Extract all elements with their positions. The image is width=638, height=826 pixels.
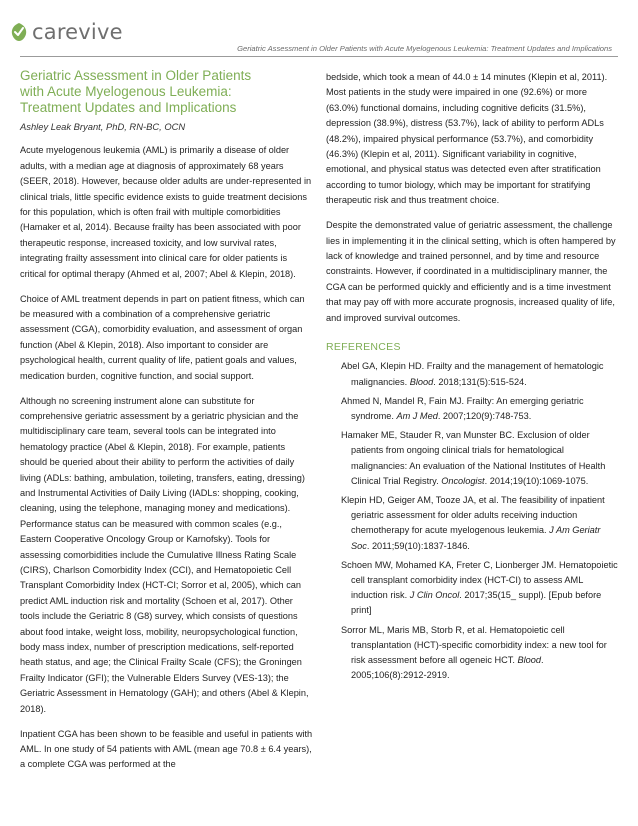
page-header <box>0 0 638 60</box>
reference-item: Sorror ML, Maris MB, Storb R, et al. Hematopoietic cell transplantation (HCT)-specific comorbidity index: a new tool for risk assessment before all ogeneic HCT. Blood. 2005;106(8):2912-2919. <box>341 624 607 681</box>
body-paragraph: Despite the demonstrated value of geriatric assessment, the challenge lies in implementing it in the clinical setting, which is often hampered by lack of knowledge and trained personnel, and by time and resource constraints. However, if coordinated in a multidisciplinary manner, the CGA can be performed quickly and efficiently and is a time investment that may pay off with more accurate prognosis, increased quality of life, and improved survival outcomes. <box>326 220 616 323</box>
article-author: Ashley Leak Bryant, PhD, RN-BC, OCN <box>20 121 186 132</box>
body-paragraph: Although no screening instrument alone can substitute for comprehensive geriatric assessment by a geriatric physician and the multidisciplinary care team, several tools can be integrated into hematology practice (Abel & Klepin, 2018). For example, patients should be queried about their ability to perform the activities of daily living (ADLs: bathing, ambulation, toileting, transfers, eating, dressing) and Instrumental Activities of Daily Living (IADLs: shopping, cooking, cleaning, using the telephone, managing money and medications). Performance status can be measured with common scales (e.g., Eastern Cooperative Oncology Group or Karnofsky). Tools for assessing comorbidities include the Cumulative Illness Rating Scale (CIRS), Charlson Comorbidity Index (CCI), and Hematopoietic Cell Transplant Comorbidity Index (HCT-CI; Sorror et al, 2005), which can predict AML induction risk and mortality (Schoen et al, 2017). Other tools include the Geriatric 8 (G8) survey, which consists of questions about food intake, weight loss, mobility, neuropsychological function, body mass index, number of prescription medications, self-reported heath status, and age; the Clinical Frailty Scale (CFS); the Groningen Frailty Indicator (GFI); the Vulnerable Elders Survey (VES-13); the Geriatric Assessment in Hematology (GAH); and others (Abel & Klepin, 2018). <box>20 395 309 714</box>
reference-item: Hamaker ME, Stauder R, van Munster BC. Exclusion of older patients from ongoing clinical trials for hematological malignancies: An evaluation of the National Institutes of Health Clinical Trial Registry. Oncologist. 2014;19(10):1069-1075. <box>341 430 606 486</box>
body-paragraph: Acute myelogenous leukemia (AML) is primarily a disease of older adults, with a median age at diagnosis of approximately 68 years (SEER, 2018). However, because older adults are under-represented in clinical trials, little specific evidence exists to guide treatment decisions for this population, which is often frail with multiple comorbidities (Hamaker et al, 2014). Because frailty has been associated with poor therapeutic response, increased toxicity, and low survival rates, integrating frailty assessment into clinical care for older patients is critical for optimal therapy (Ahmed et al, 2007; Abel & Klepin, 2018). <box>20 145 312 279</box>
reference-item: Schoen MW, Mohamed KA, Freter C, Lionberger JM. Hematopoietic cell transplant comorbidity index (HCT-CI) to assess AML induction risk. J Clin Oncol. 2017;35(15_ suppl). [Epub before print] <box>341 559 618 616</box>
journal-name: Am J Med <box>396 411 438 422</box>
title-line: with Acute Myelogenous Leukemia: <box>20 84 232 99</box>
reference-item: Abel GA, Klepin HD. Frailty and the management of hematologic malignancies. Blood. 2018;131(5):515-524. <box>341 361 604 387</box>
journal-name: Blood <box>409 376 434 387</box>
article-title <box>20 68 313 116</box>
left-column <box>20 68 313 782</box>
references-heading: REFERENCES <box>326 341 401 353</box>
title-line: Geriatric Assessment in Older Patients <box>20 68 252 83</box>
carevive-logo <box>10 20 123 44</box>
running-head: Geriatric Assessment in Older Patients with Acute Myelogenous Leukemia: Treatment Updates and Implications <box>237 44 612 53</box>
references-list <box>326 359 620 683</box>
journal-name: J Am Geriatr Soc <box>351 525 601 551</box>
journal-name: Oncologist <box>441 475 485 486</box>
journal-name: J Clin Oncol <box>409 590 460 601</box>
body-paragraph: Inpatient CGA has been shown to be feasible and useful in patients with AML. In one study of 54 patients with AML (mean age 70.8 ± 6.4 years), a complete CGA was performed at the <box>20 728 313 770</box>
reference-item: Ahmed N, Mandel R, Fain MJ. Frailty: An emerging geriatric syndrome. Am J Med. 2007;120(9):748-753. <box>341 395 584 422</box>
logo-text: carevive <box>32 20 123 44</box>
body-paragraph: bedside, which took a mean of 44.0 ± 14 minutes (Klepin et al, 2011). Most patients in the study were impaired in one (92.6%) or more (63.0%) functional domains, including cognitive deficits (31.5%), depression (38.9%), distress (53.7%), lack of ability to perform ADLs (48.2%), impaired physical performance (53.7%), and comorbidity (46.3%) (Klepin et al, 2011). Significant variability in cognitive, emotional, and physical status was detected even after stratification according to tumor biology, which may be important for stratifying therapeutic risk and thus treatment choice. <box>326 72 608 206</box>
body-paragraph: Choice of AML treatment depends in part on patient fitness, which can be measured with a combination of a comprehensive geriatric assessment (CGA), comorbidity evaluation, and assessment of organ function (Abel & Klepin, 2018). Also important to consider are psychological health, current quality of life, patient goals and values, medication burden, cognitive function, and social support. <box>20 293 305 381</box>
reference-item: Klepin HD, Geiger AM, Tooze JA, et al. The feasibility of inpatient geriatric assessment for older adults receiving induction chemotherapy for acute myelogenous leukemia. J Am Geriatr Soc. 2011;59(10):1837-1846. <box>341 495 605 551</box>
journal-name: Blood <box>517 655 541 666</box>
title-line: Treatment Updates and Implications <box>20 100 237 115</box>
right-column <box>326 70 620 687</box>
leaf-check-icon <box>10 22 28 42</box>
header-rule <box>20 56 618 57</box>
